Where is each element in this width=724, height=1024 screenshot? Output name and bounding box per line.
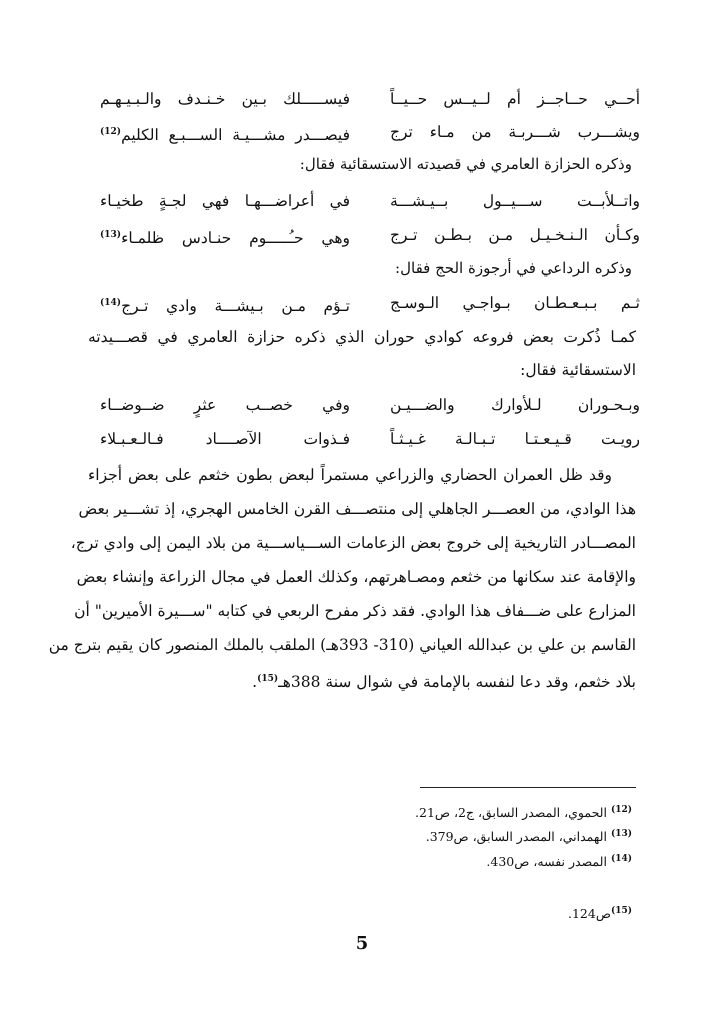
paragraph-line: هذا الوادي، من العصـــر الجاهلي إلى منتصـــف القرن الخامس الهجري، إذ تشـــير بعض xyxy=(78,500,636,518)
poem-verse xyxy=(100,88,640,110)
footnote-text: ص124. xyxy=(567,906,611,922)
verse-introduction: وذكره الرداعي في أرجوزة الحج فقال: xyxy=(395,259,632,277)
paragraph-text: بلاد خثعم، وقد دعا لنفسه بالإمامة في شوال سنة 388هـ xyxy=(278,673,636,692)
poem-verse xyxy=(100,394,640,416)
paragraph-line: الاستسقائية فقال: xyxy=(520,361,636,379)
paragraph-line: بلاد خثعم، وقد دعا لنفسه بالإمامة في شوال سنة 388هـ$^{(15)}$. xyxy=(252,673,636,692)
paragraph-line: المصـــادر التاريخية إلى خروج بعض الزعامات الســـياســـية من بلاد اليمن إلى وادي ترج، xyxy=(70,534,636,552)
verse-second-hemistich xyxy=(100,121,350,146)
verse-text: فيصـــدر مشـــيـة الســـبـع الكليم xyxy=(121,126,350,145)
verse-first-hemistich: وكـأن الـنـخـيـل مـن بـطـن تـرج xyxy=(390,226,640,244)
verse-second-hemistich: فـذوات الآصــــاد فـالـعـبـلاء xyxy=(100,430,350,448)
verse-first-hemistich: أحــي حــاجــز أم لــيــس حــيــاً xyxy=(390,90,640,108)
paragraph-line: القاسم بن علي بن عبدالله العياني (310- 393هـ) الملقب بالملك المنصور كان يقيم بترج من xyxy=(48,636,636,654)
footnote-text: الهمداني، المصدر السابق، ص379. xyxy=(425,829,607,845)
verse-introduction: وذكره الحزازة العامري في قصيدته الاستسقائية فقال: xyxy=(299,155,632,173)
footnote-number: (15) xyxy=(610,906,632,916)
verse-second-hemistich: وفي خصــب عثرٍ ضــوضــاء xyxy=(100,396,350,414)
poem-verse xyxy=(100,224,640,246)
footnote-text: الحموي، المصدر السابق، ج2، ص21. xyxy=(415,805,607,821)
footnote xyxy=(568,903,632,922)
verse-first-hemistich: وبـحـوران لـلأوارك والضـــيـن xyxy=(390,396,640,414)
poem-verse xyxy=(100,121,640,143)
verse-first-hemistich: رويـت قـيـعـتـا تـبـالـة غـيـثـاً xyxy=(390,430,640,448)
footnote-reference: (13) xyxy=(100,230,122,240)
page-number: 5 xyxy=(355,933,369,954)
verse-text: تـؤم مـن بـيشـــة وادي تـرج xyxy=(121,297,350,316)
verse-second-hemistich xyxy=(100,224,350,249)
footnote-number: (13) xyxy=(610,829,632,839)
poem-verse xyxy=(100,428,640,450)
verse-first-hemistich: واتــلأبــت ســـيــول بــيـشـــة xyxy=(390,192,640,210)
paragraph-line: المزارع على ضـــفاف هذا الوادي. فقد ذكر مفرح الربعي في كتابه "ســـيرة الأميرين" أن xyxy=(74,602,636,620)
footnote xyxy=(486,851,632,870)
footnote-separator xyxy=(420,787,636,788)
paragraph-line: والإقامة عند سكانها من خثعم ومصـاهرتهم، وكذلك العمل في مجال الزراعة وإنشاء بعض xyxy=(76,568,636,586)
paragraph-line: كمـا ذُكرت بعض فروعه كوادي حوران الذي ذكره حزازة العامري في قصـــيدته xyxy=(88,328,636,346)
footnote-number: (14) xyxy=(610,854,632,864)
verse-text: وهي حـُـــــوم حنـادس ظلمـاء xyxy=(121,229,350,248)
poem-verse xyxy=(100,292,640,314)
footnote-text: المصدر نفسه، ص430. xyxy=(486,854,607,870)
footnote-reference: (14) xyxy=(100,298,122,308)
footnote xyxy=(426,826,632,845)
footnote-number: (12) xyxy=(610,805,632,815)
verse-second-hemistich: فيســـــلك بـين خـنـدف والـبـيـهـم xyxy=(100,90,350,108)
footnote-reference: (12) xyxy=(100,127,122,137)
paragraph-line: وقد ظل العمران الحضاري والزراعي مستمراً لبعض بطون خثعم على بعض أجزاء xyxy=(88,466,612,484)
footnote-reference: (15) xyxy=(257,674,279,684)
verse-second-hemistich xyxy=(100,292,350,317)
poem-verse xyxy=(100,190,640,212)
verse-first-hemistich: ثـم بـبـعـطـان بـواجـي الـوسـج xyxy=(390,294,640,312)
footnote xyxy=(415,802,632,821)
verse-first-hemistich: ويشـــرب شـــربـة من مـاء ترج xyxy=(390,123,640,141)
verse-second-hemistich: في أعراضـــهـا فهي لجـةٍ طخيـاء xyxy=(100,192,350,210)
